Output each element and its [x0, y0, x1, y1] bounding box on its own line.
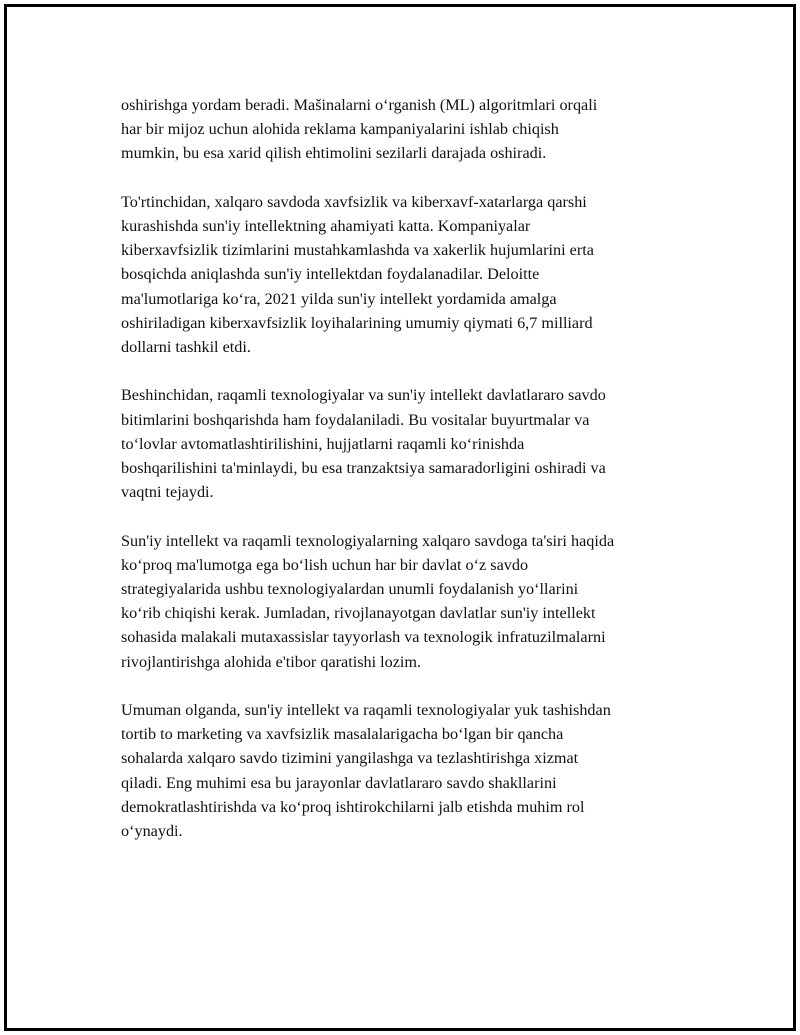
- text-line: bitimlarini boshqarishda ham foydalaniladi. Bu vositalar buyurtmalar va: [121, 410, 590, 429]
- text-line: koʻproq ma'lumotga ega boʻlish uchun har bir davlat oʻz savdo: [121, 555, 529, 574]
- paragraph-trade-agreements: [121, 383, 701, 504]
- paragraph-ml-marketing: [121, 93, 701, 166]
- text-line: rivojlantirishga alohida e'tibor qaratishi lozim.: [121, 652, 422, 671]
- text-line: bosqichda aniqlashda sun'iy intellektdan foydalanadilar. Deloitte: [121, 265, 540, 284]
- text-line: Umuman olganda, sun'iy intellekt va raqamli texnologiyalar yuk tashishdan: [121, 701, 611, 720]
- paragraph-conclusion: [121, 698, 701, 843]
- text-line: vaqtni tejaydi.: [121, 483, 214, 502]
- text-line: tortib to marketing va xavfsizlik masalalarigacha boʻlgan bir qancha: [121, 725, 564, 744]
- text-line: toʻlovlar avtomatlashtirilishini, hujjatlarni raqamli koʻrinishda: [121, 434, 525, 453]
- text-line: mumkin, bu esa xarid qilish ehtimolini sezilarli darajada oshiradi.: [121, 144, 547, 163]
- document-body: [121, 93, 701, 867]
- paragraph-cybersecurity: [121, 190, 701, 359]
- text-line: koʻrib chiqishi kerak. Jumladan, rivojlanayotgan davlatlar sun'iy intellekt: [121, 604, 596, 623]
- text-line: oshirishga yordam beradi. Mašinalarni oʻrganish (ML) algoritmlari orqali: [121, 96, 598, 114]
- text-line: dollarni tashkil etdi.: [121, 338, 251, 357]
- text-line: kurashishda sun'iy intellektning ahamiyati katta. Kompaniyalar: [121, 217, 531, 235]
- text-line: Beshinchidan, raqamli texnologiyalar va sun'iy intellekt davlatlararo savdo: [121, 386, 606, 405]
- text-line: ma'lumotlariga koʻra, 2021 yilda sun'iy intellekt yordamida amalga: [121, 289, 557, 308]
- text-line: sohasida malakali mutaxassislar tayyorlash va texnologik infratuzilmalarni: [121, 628, 606, 647]
- text-line: oʻynaydi.: [121, 822, 183, 841]
- paragraph-strategy: [121, 529, 701, 674]
- text-line: har bir mijoz uchun alohida reklama kampaniyalarini ishlab chiqish: [121, 120, 559, 139]
- text-line: sohalarda xalqaro savdo tizimini yangilashga va tezlashtirishga xizmat: [121, 749, 579, 768]
- text-line: qiladi. Eng muhimi esa bu jarayonlar davlatlararo savdo shakllarini: [121, 773, 557, 792]
- text-line: boshqarilishini ta'minlaydi, bu esa tranzaktsiya samaradorligini oshiradi va: [121, 459, 606, 478]
- text-line: kiberxavfsizlik tizimlarini mustahkamlashda va xakerlik hujumlarini erta: [121, 241, 594, 260]
- text-line: demokratlashtirishda va koʻproq ishtirokchilarni jalb etishda muhim rol: [121, 797, 585, 816]
- text-line: To'rtinchidan, xalqaro savdoda xavfsizlik va kiberxavf-xatarlarga qarshi: [121, 192, 587, 211]
- page-border: [4, 4, 796, 1031]
- text-line: Sun'iy intellekt va raqamli texnologiyalarning xalqaro savdoga ta'siri haqida: [121, 531, 615, 550]
- text-line: strategiyalarida ushbu texnologiyalardan unumli foydalanish yoʻllarini: [121, 580, 579, 599]
- text-line: oshiriladigan kiberxavfsizlik loyihalarining umumiy qiymati 6,7 milliard: [121, 313, 593, 332]
